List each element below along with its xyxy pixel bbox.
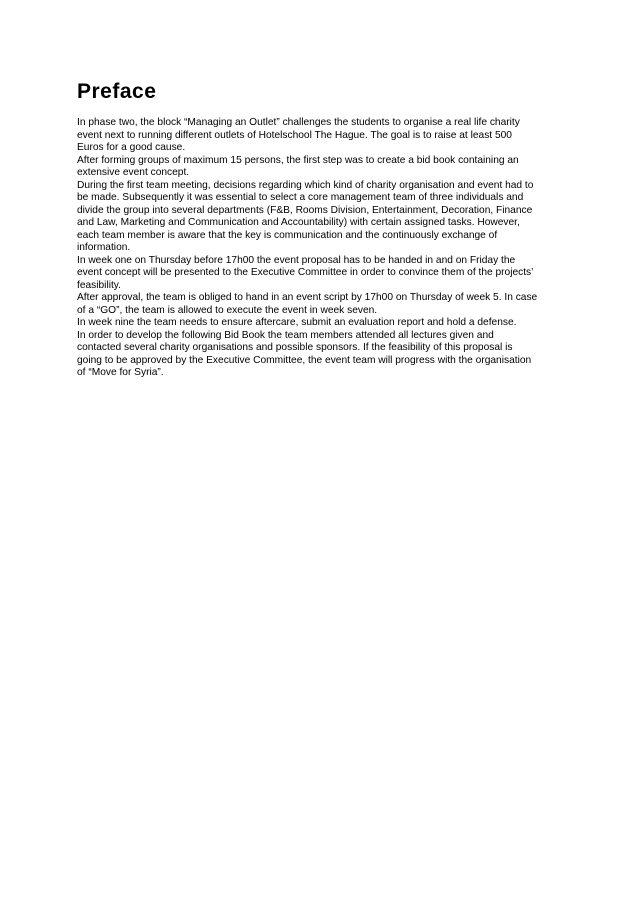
text-line: Euros for a good cause.	[77, 142, 186, 153]
text-line: information.	[77, 242, 131, 253]
text-line: During the first team meeting, decisions regarding which kind of charity organisation and event had to	[77, 179, 534, 191]
text-line: of a “GO”, the team is allowed to execute the event in week seven.	[77, 304, 378, 316]
text-line: After approval, the team is obliged to hand in an event script by 17h00 on Thursday of week 5. In case	[77, 292, 538, 303]
text-line: In order to develop the following Bid Book the team members attended all lectures given and	[77, 329, 494, 341]
text-line: extensive event concept.	[77, 167, 190, 178]
text-line: divide the group into several departments (F&B, Rooms Division, Entertainment, Decoration, Finance	[77, 204, 533, 216]
text-line: After forming groups of maximum 15 persons, the first step was to create a bid book containing an	[77, 154, 519, 166]
text-line: contacted several charity organisations and possible sponsors. If the feasibility of this proposal is	[77, 342, 513, 353]
page-title: Preface	[77, 80, 157, 103]
text-line: be made. Subsequently it was essential to select a core management team of three individuals and	[77, 192, 524, 203]
text-line: of “Move for Syria”.	[77, 367, 164, 378]
text-line: In week one on Thursday before 17h00 the event proposal has to be handed in and on Friday the	[77, 254, 516, 266]
preface-body	[77, 117, 567, 380]
text-line: event next to running different outlets of Hotelschool The Hague. The goal is to raise at least 500	[77, 129, 512, 141]
text-line: each team member is aware that the key is communication and the continuously exchange of	[77, 229, 498, 241]
text-line: and Law, Marketing and Communication and Accountability) with certain assigned tasks. However,	[77, 217, 520, 228]
text-line: going to be approved by the Executive Committee, the event team will progress with the organisation	[77, 354, 532, 366]
text-line: In week nine the team needs to ensure aftercare, submit an evaluation report and hold a defense.	[77, 317, 517, 328]
text-line: event concept will be presented to the Executive Committee in order to convince them of the projects’	[77, 267, 534, 278]
text-line: In phase two, the block “Managing an Outlet” challenges the students to organise a real life charity	[77, 117, 520, 128]
text-line: feasibility.	[77, 279, 121, 291]
